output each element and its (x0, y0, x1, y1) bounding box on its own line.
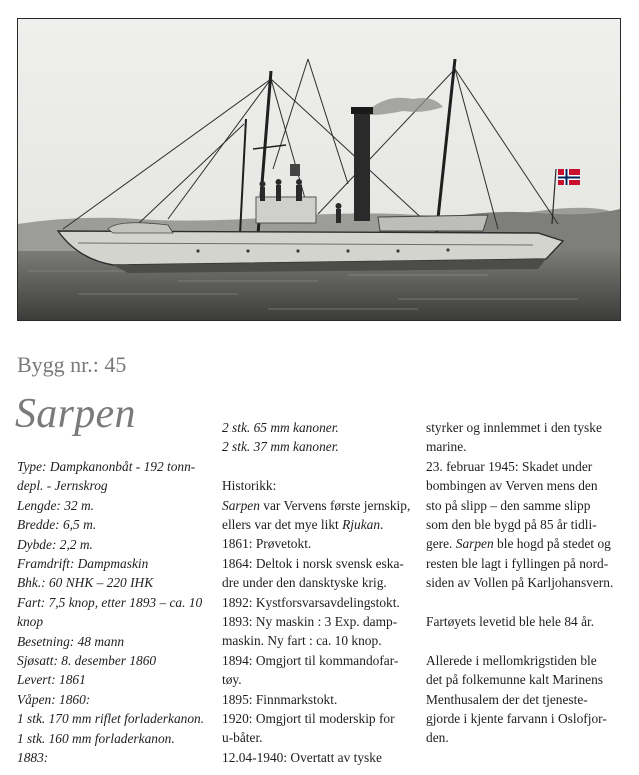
history-event: 1920: Omgjort til moderskip for (222, 711, 395, 727)
history-event: tøy. (222, 672, 242, 688)
spec-line: Framdrift: Dampmaskin (17, 556, 149, 572)
spec-line: Fart: 7,5 knop, etter 1893 – ca. 10 (17, 594, 203, 610)
ship-photo-illustration (18, 19, 620, 320)
history-intro: ellers var det mye likt Rjukan. (222, 517, 384, 533)
spec-line: Dybde: 2,2 m. (17, 536, 93, 552)
spec-line: Våpen: 1860: (17, 691, 91, 707)
history-event: 1861: Prøvetokt. (222, 536, 312, 552)
pennant (290, 164, 300, 176)
spec-line: 1 stk. 160 mm forladerkanon. (17, 730, 175, 746)
history-text: som den ble bygd på 85 år tidli- (426, 517, 597, 533)
lifetime-text: Fartøyets levetid ble hele 84 år. (426, 614, 595, 630)
history-text: det på folkemunne kalt Marinens (426, 672, 604, 688)
history-event: maskin. Ny fart : ca. 10 knop. (222, 633, 382, 649)
history-event: u-båter. (222, 730, 263, 746)
spec-line: knop (17, 614, 44, 630)
history-column (222, 418, 415, 767)
spec-line: Type: Dampkanonbåt - 192 tonn- (17, 459, 196, 474)
history-text: sto på slipp – den samme slipp (426, 497, 591, 513)
spec-line: Bredde: 6,5 m. (17, 517, 97, 533)
history-event: 1893: Ny maskin : 3 Exp. damp- (222, 614, 398, 630)
ship-photo (17, 18, 621, 321)
history-text: 23. februar 1945: Skadet under (426, 458, 593, 474)
spec-line: Lengde: 32 m. (17, 497, 94, 513)
history-event: 12.04-1940: Overtatt av tyske (222, 749, 382, 765)
history-event: 1864: Deltok i norsk svensk eska- (222, 555, 404, 571)
history-text: gjorde i kjente farvann i Oslofjor- (426, 711, 607, 727)
deck-lifeboat (378, 215, 488, 231)
history-text: Allerede i mellomkrigstiden ble (426, 652, 597, 668)
history-text: siden av Vollen på Karljohansvern. (426, 575, 614, 591)
spec-line: 1 stk. 170 mm riflet forladerkanon. (17, 711, 205, 727)
ship-name-title: Sarpen (15, 391, 136, 437)
build-number: Bygg nr.: 45 (17, 352, 127, 377)
spec-line: Levert: 1861 (17, 672, 86, 688)
history-event: dre under den dansktyske krig. (222, 575, 387, 591)
history-heading: Historikk: (222, 478, 277, 494)
weapon-line: 2 stk. 37 mm kanoner. (222, 439, 339, 455)
history-text: den. (426, 730, 449, 746)
history-event: 1892: Kystforsvarsavdelingstokt. (222, 594, 400, 610)
history-continued-column (426, 418, 620, 748)
spec-line: Bhk.: 60 NHK – 220 IHK (17, 575, 154, 591)
history-intro: Sarpen var Vervens første jernskip, (222, 497, 411, 513)
history-event: 1895: Finnmarkstokt. (222, 691, 338, 707)
history-text: resten ble lagt i fyllingen på nord- (426, 555, 609, 571)
funnel (354, 111, 370, 221)
history-text: styrker og innlemmet i den tyske (426, 420, 602, 435)
spec-line: 1883: (17, 750, 49, 766)
spec-line: Besetning: 48 mann (17, 633, 125, 649)
history-text: gere. Sarpen ble hogd på stedet og (426, 536, 611, 552)
weapon-line: 2 stk. 65 mm kanoner. (222, 420, 339, 435)
history-text: Menthusalem der det tjeneste- (426, 691, 588, 707)
history-event: 1894: Omgjort til kommandofar- (222, 652, 399, 668)
history-text: marine. (426, 439, 467, 455)
spec-line: depl. - Jernskrog (17, 478, 108, 494)
specifications-column (17, 457, 211, 768)
spec-line: Sjøsatt: 8. desember 1860 (17, 653, 157, 669)
history-text: bombingen av Verven mens den (426, 478, 598, 494)
